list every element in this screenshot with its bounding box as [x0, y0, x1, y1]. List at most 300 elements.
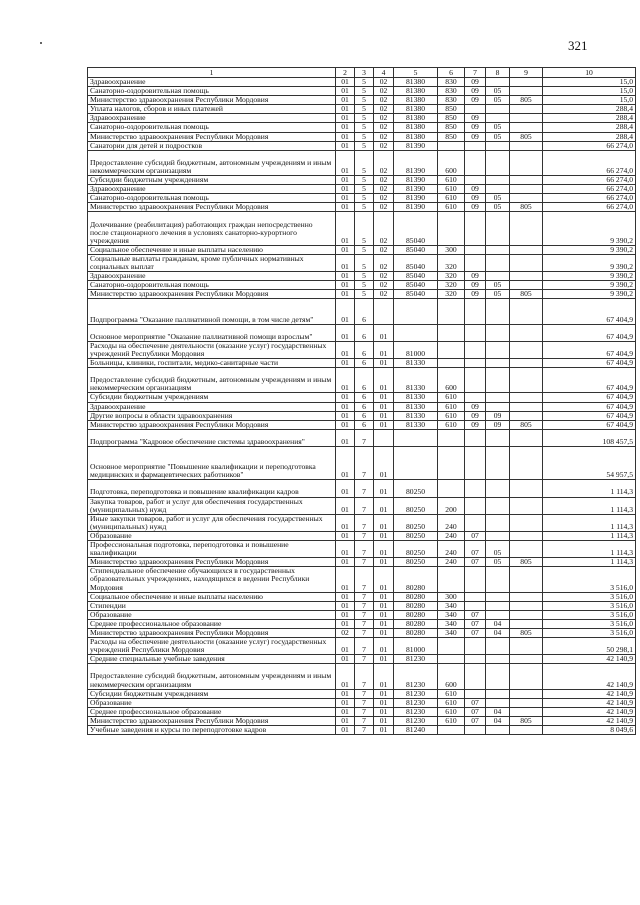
row-code-cell: [510, 497, 543, 514]
row-code-cell: [465, 664, 486, 689]
row-code-cell: 01: [336, 324, 355, 341]
column-header: 6: [438, 68, 465, 78]
row-code-cell: 01: [336, 726, 355, 735]
row-code-cell: [510, 78, 543, 87]
row-code-cell: [465, 480, 486, 497]
row-name-cell: Подготовка, переподготовка и повышение квалификации кадров: [88, 480, 336, 497]
row-code-cell: 09: [465, 132, 486, 141]
row-amount-cell: 66 274,0: [543, 150, 636, 175]
row-code-cell: 7: [355, 514, 374, 531]
row-code-cell: 610: [438, 393, 465, 402]
row-code-cell: 80250: [394, 497, 438, 514]
row-code-cell: [486, 514, 510, 531]
row-code-cell: 02: [374, 194, 394, 203]
row-amount-cell: 3 516,0: [543, 610, 636, 619]
row-code-cell: 610: [438, 716, 465, 725]
row-code-cell: 81390: [394, 203, 438, 212]
row-code-cell: 320: [438, 272, 465, 281]
row-code-cell: 81380: [394, 105, 438, 114]
row-name-cell: Основное мероприятие "Повышение квалификации и переподготовка медицинских и фармацевтических работников": [88, 447, 336, 480]
column-header: 1: [88, 68, 336, 78]
row-code-cell: 340: [438, 629, 465, 638]
row-code-cell: 85040: [394, 290, 438, 299]
table-row: [88, 592, 636, 601]
row-code-cell: [394, 447, 438, 480]
row-name-cell: Субсидии бюджетным учреждениям: [88, 176, 336, 185]
row-code-cell: 80250: [394, 531, 438, 540]
row-code-cell: 81330: [394, 420, 438, 429]
row-code-cell: 5: [355, 203, 374, 212]
row-code-cell: [510, 707, 543, 716]
row-code-cell: 80280: [394, 567, 438, 592]
row-code-cell: 01: [336, 447, 355, 480]
row-amount-cell: 1 114,3: [543, 541, 636, 558]
row-code-cell: [486, 254, 510, 271]
row-code-cell: [510, 726, 543, 735]
table-row: [88, 341, 636, 358]
row-code-cell: 02: [374, 78, 394, 87]
table-row: [88, 664, 636, 689]
row-code-cell: 320: [438, 254, 465, 271]
row-code-cell: 01: [374, 411, 394, 420]
row-code-cell: 7: [355, 429, 374, 446]
row-name-cell: Средние специальные учебные заведения: [88, 655, 336, 664]
row-code-cell: [486, 272, 510, 281]
row-code-cell: [510, 638, 543, 655]
row-name-cell: Санаторно-оздоровительная помощь: [88, 194, 336, 203]
column-header: 10: [543, 68, 636, 78]
row-code-cell: 7: [355, 655, 374, 664]
row-code-cell: 01: [374, 480, 394, 497]
row-code-cell: 830: [438, 87, 465, 96]
row-code-cell: 5: [355, 176, 374, 185]
row-code-cell: 81390: [394, 150, 438, 175]
table-row: [88, 726, 636, 735]
table-row: [88, 185, 636, 194]
row-code-cell: 01: [374, 619, 394, 628]
row-name-cell: Стипендиальное обеспечение обучающихся в государственных образовательных учреждениях, находящихся в ведении Республики Мордовия: [88, 567, 336, 592]
row-code-cell: 7: [355, 707, 374, 716]
row-amount-cell: 15,0: [543, 87, 636, 96]
row-code-cell: [486, 655, 510, 664]
row-code-cell: [465, 150, 486, 175]
row-code-cell: 81390: [394, 185, 438, 194]
row-code-cell: 04: [486, 716, 510, 725]
row-code-cell: [510, 689, 543, 698]
row-code-cell: 7: [355, 689, 374, 698]
row-code-cell: 340: [438, 601, 465, 610]
row-code-cell: 80250: [394, 541, 438, 558]
row-code-cell: 7: [355, 558, 374, 567]
row-name-cell: Учебные заведения и курсы по переподготовке кадров: [88, 726, 336, 735]
row-code-cell: [438, 359, 465, 368]
row-code-cell: 01: [336, 664, 355, 689]
row-code-cell: [486, 150, 510, 175]
table-row: [88, 281, 636, 290]
row-name-cell: Социальное обеспечение и иные выплаты населению: [88, 245, 336, 254]
row-code-cell: 09: [465, 78, 486, 87]
row-code-cell: [486, 141, 510, 150]
row-code-cell: [486, 689, 510, 698]
row-code-cell: 01: [336, 567, 355, 592]
row-code-cell: 5: [355, 78, 374, 87]
row-name-cell: Министерство здравоохранения Республики Мордовия: [88, 132, 336, 141]
row-code-cell: 01: [374, 420, 394, 429]
row-code-cell: 01: [336, 514, 355, 531]
row-amount-cell: 66 274,0: [543, 176, 636, 185]
row-code-cell: 02: [374, 132, 394, 141]
row-code-cell: [438, 638, 465, 655]
row-name-cell: Здравоохранение: [88, 78, 336, 87]
row-code-cell: [438, 341, 465, 358]
row-code-cell: [465, 176, 486, 185]
row-code-cell: 01: [336, 132, 355, 141]
row-code-cell: [465, 368, 486, 393]
table-row: [88, 105, 636, 114]
row-code-cell: 610: [438, 411, 465, 420]
row-code-cell: 6: [355, 420, 374, 429]
table-row: [88, 541, 636, 558]
row-code-cell: 81230: [394, 698, 438, 707]
row-code-cell: 09: [465, 272, 486, 281]
row-amount-cell: 67 404,9: [543, 324, 636, 341]
column-header: 4: [374, 68, 394, 78]
row-code-cell: 01: [374, 514, 394, 531]
row-code-cell: 7: [355, 480, 374, 497]
row-code-cell: 01: [336, 212, 355, 245]
row-name-cell: Санаторно-оздоровительная помощь: [88, 123, 336, 132]
row-amount-cell: 3 516,0: [543, 619, 636, 628]
row-code-cell: [438, 324, 465, 341]
row-code-cell: 850: [438, 114, 465, 123]
table-row: [88, 203, 636, 212]
row-code-cell: [510, 698, 543, 707]
row-amount-cell: 42 140,9: [543, 664, 636, 689]
row-code-cell: 01: [336, 185, 355, 194]
row-name-cell: Образование: [88, 531, 336, 540]
row-code-cell: 01: [336, 78, 355, 87]
row-amount-cell: 288,4: [543, 105, 636, 114]
row-amount-cell: 288,4: [543, 114, 636, 123]
row-code-cell: 610: [438, 402, 465, 411]
row-amount-cell: 66 274,0: [543, 203, 636, 212]
row-code-cell: [510, 272, 543, 281]
scan-speck: [40, 42, 42, 44]
row-code-cell: [465, 393, 486, 402]
row-code-cell: 7: [355, 531, 374, 540]
row-code-cell: [394, 429, 438, 446]
row-code-cell: 01: [336, 638, 355, 655]
row-code-cell: 80280: [394, 601, 438, 610]
row-code-cell: 01: [374, 558, 394, 567]
row-code-cell: 05: [486, 290, 510, 299]
row-code-cell: [465, 254, 486, 271]
row-code-cell: 610: [438, 194, 465, 203]
row-code-cell: [465, 245, 486, 254]
row-code-cell: 7: [355, 592, 374, 601]
row-name-cell: Министерство здравоохранения Республики Мордовия: [88, 290, 336, 299]
row-code-cell: 02: [374, 254, 394, 271]
row-code-cell: 600: [438, 150, 465, 175]
row-code-cell: 05: [486, 194, 510, 203]
row-code-cell: 81330: [394, 402, 438, 411]
row-code-cell: 01: [374, 324, 394, 341]
row-code-cell: [486, 393, 510, 402]
row-code-cell: [465, 429, 486, 446]
table-row: [88, 114, 636, 123]
row-code-cell: [510, 429, 543, 446]
row-code-cell: 81380: [394, 132, 438, 141]
row-code-cell: 01: [336, 619, 355, 628]
row-code-cell: 01: [336, 610, 355, 619]
row-code-cell: 81230: [394, 664, 438, 689]
row-amount-cell: 3 516,0: [543, 629, 636, 638]
row-code-cell: [465, 299, 486, 324]
table-row: [88, 96, 636, 105]
row-name-cell: Субсидии бюджетным учреждениям: [88, 689, 336, 698]
row-code-cell: 02: [374, 272, 394, 281]
table-row: [88, 558, 636, 567]
row-code-cell: 6: [355, 393, 374, 402]
row-code-cell: 610: [438, 707, 465, 716]
row-code-cell: 6: [355, 402, 374, 411]
table-row: [88, 531, 636, 540]
row-code-cell: 01: [336, 290, 355, 299]
row-code-cell: [374, 299, 394, 324]
row-code-cell: [486, 726, 510, 735]
row-code-cell: 01: [374, 610, 394, 619]
row-code-cell: 240: [438, 558, 465, 567]
row-code-cell: 01: [336, 368, 355, 393]
row-code-cell: 81330: [394, 368, 438, 393]
row-code-cell: [486, 245, 510, 254]
row-amount-cell: 42 140,9: [543, 707, 636, 716]
row-name-cell: Здравоохранение: [88, 114, 336, 123]
row-code-cell: 610: [438, 689, 465, 698]
row-code-cell: 7: [355, 726, 374, 735]
row-code-cell: 600: [438, 664, 465, 689]
row-code-cell: 830: [438, 96, 465, 105]
row-code-cell: [438, 447, 465, 480]
row-code-cell: 6: [355, 324, 374, 341]
row-code-cell: 01: [374, 567, 394, 592]
row-code-cell: [394, 299, 438, 324]
row-code-cell: 81390: [394, 141, 438, 150]
row-code-cell: 01: [374, 664, 394, 689]
table-header-row: [88, 68, 636, 78]
table-row: [88, 368, 636, 393]
row-code-cell: 81380: [394, 87, 438, 96]
table-row: [88, 638, 636, 655]
row-amount-cell: 67 404,9: [543, 402, 636, 411]
row-code-cell: 09: [486, 411, 510, 420]
column-header: 2: [336, 68, 355, 78]
row-amount-cell: 15,0: [543, 96, 636, 105]
table-row: [88, 141, 636, 150]
row-code-cell: 02: [336, 629, 355, 638]
row-code-cell: 300: [438, 592, 465, 601]
row-code-cell: 850: [438, 123, 465, 132]
row-code-cell: [438, 141, 465, 150]
row-code-cell: 05: [486, 281, 510, 290]
row-code-cell: [510, 123, 543, 132]
row-code-cell: 01: [336, 592, 355, 601]
row-code-cell: [438, 480, 465, 497]
table-row: [88, 567, 636, 592]
row-code-cell: 01: [374, 707, 394, 716]
column-header: 3: [355, 68, 374, 78]
row-code-cell: 81330: [394, 359, 438, 368]
row-code-cell: [510, 87, 543, 96]
row-name-cell: Среднее профессиональное образование: [88, 619, 336, 628]
row-code-cell: 01: [374, 601, 394, 610]
row-code-cell: [510, 212, 543, 245]
column-header: 8: [486, 68, 510, 78]
row-amount-cell: 288,4: [543, 132, 636, 141]
row-code-cell: 01: [336, 698, 355, 707]
row-code-cell: [510, 411, 543, 420]
row-code-cell: 7: [355, 638, 374, 655]
row-code-cell: 02: [374, 212, 394, 245]
row-code-cell: [510, 601, 543, 610]
table-row: [88, 447, 636, 480]
row-code-cell: 09: [465, 87, 486, 96]
row-code-cell: 07: [465, 531, 486, 540]
row-code-cell: 6: [355, 411, 374, 420]
row-code-cell: 01: [336, 141, 355, 150]
row-code-cell: [510, 176, 543, 185]
row-code-cell: [510, 655, 543, 664]
row-code-cell: 805: [510, 290, 543, 299]
row-code-cell: 7: [355, 497, 374, 514]
row-amount-cell: 67 404,9: [543, 341, 636, 358]
row-name-cell: Санатории для детей и подростков: [88, 141, 336, 150]
row-code-cell: 01: [336, 254, 355, 271]
row-code-cell: 320: [438, 281, 465, 290]
row-amount-cell: 9 390,2: [543, 245, 636, 254]
row-code-cell: 81230: [394, 655, 438, 664]
table-row: [88, 150, 636, 175]
row-code-cell: [465, 359, 486, 368]
row-code-cell: 01: [336, 203, 355, 212]
row-code-cell: [465, 514, 486, 531]
row-amount-cell: 42 140,9: [543, 689, 636, 698]
row-code-cell: 81380: [394, 96, 438, 105]
table-row: [88, 132, 636, 141]
table-row: [88, 176, 636, 185]
row-code-cell: [374, 429, 394, 446]
table-row: [88, 123, 636, 132]
row-code-cell: 850: [438, 105, 465, 114]
table-row: [88, 689, 636, 698]
row-code-cell: 01: [374, 341, 394, 358]
row-code-cell: [486, 105, 510, 114]
row-code-cell: [510, 114, 543, 123]
row-code-cell: 01: [336, 272, 355, 281]
row-code-cell: 01: [336, 87, 355, 96]
row-code-cell: [486, 531, 510, 540]
row-code-cell: 09: [465, 114, 486, 123]
row-code-cell: 04: [486, 619, 510, 628]
row-amount-cell: 67 404,9: [543, 299, 636, 324]
row-name-cell: Здравоохранение: [88, 185, 336, 194]
row-amount-cell: 67 404,9: [543, 420, 636, 429]
row-code-cell: 01: [336, 429, 355, 446]
row-name-cell: Расходы на обеспечение деятельности (оказание услуг) государственных учреждений Республики Мордовия: [88, 341, 336, 358]
table-row: [88, 698, 636, 707]
row-amount-cell: 9 390,2: [543, 281, 636, 290]
row-code-cell: 805: [510, 629, 543, 638]
table-row: [88, 411, 636, 420]
row-code-cell: 5: [355, 87, 374, 96]
page-number: 321: [568, 38, 588, 53]
row-amount-cell: 67 404,9: [543, 393, 636, 402]
row-name-cell: Образование: [88, 698, 336, 707]
row-code-cell: 09: [465, 123, 486, 132]
row-code-cell: [510, 194, 543, 203]
row-code-cell: 05: [486, 87, 510, 96]
row-code-cell: [465, 601, 486, 610]
row-code-cell: [510, 619, 543, 628]
row-code-cell: [510, 150, 543, 175]
row-code-cell: 09: [465, 203, 486, 212]
row-code-cell: 01: [336, 707, 355, 716]
table-row: [88, 290, 636, 299]
row-code-cell: 01: [336, 601, 355, 610]
row-code-cell: 81330: [394, 411, 438, 420]
row-amount-cell: 66 274,0: [543, 141, 636, 150]
row-code-cell: [465, 592, 486, 601]
row-amount-cell: 9 390,2: [543, 254, 636, 271]
row-amount-cell: 3 516,0: [543, 567, 636, 592]
row-code-cell: 240: [438, 531, 465, 540]
row-code-cell: 81000: [394, 341, 438, 358]
row-code-cell: 5: [355, 132, 374, 141]
row-name-cell: Санаторно-оздоровительная помощь: [88, 281, 336, 290]
row-code-cell: 81390: [394, 194, 438, 203]
table-row: [88, 429, 636, 446]
row-code-cell: 07: [465, 698, 486, 707]
row-code-cell: [510, 480, 543, 497]
row-code-cell: 01: [336, 480, 355, 497]
row-code-cell: 09: [465, 194, 486, 203]
row-code-cell: 610: [438, 185, 465, 194]
table-row: [88, 707, 636, 716]
row-code-cell: 01: [374, 393, 394, 402]
row-code-cell: 01: [374, 716, 394, 725]
column-header: 9: [510, 68, 543, 78]
row-code-cell: [486, 447, 510, 480]
row-code-cell: 09: [465, 402, 486, 411]
row-code-cell: [394, 324, 438, 341]
row-code-cell: 01: [336, 299, 355, 324]
table-row: [88, 78, 636, 87]
row-code-cell: [486, 567, 510, 592]
row-code-cell: [510, 447, 543, 480]
row-code-cell: 01: [374, 592, 394, 601]
row-code-cell: 610: [438, 420, 465, 429]
row-code-cell: 5: [355, 272, 374, 281]
row-code-cell: 01: [336, 96, 355, 105]
row-code-cell: 610: [438, 698, 465, 707]
row-code-cell: [486, 176, 510, 185]
row-code-cell: 01: [374, 698, 394, 707]
table-row: [88, 299, 636, 324]
row-code-cell: [510, 610, 543, 619]
row-code-cell: 01: [336, 105, 355, 114]
row-code-cell: 01: [336, 402, 355, 411]
row-amount-cell: 1 114,3: [543, 480, 636, 497]
